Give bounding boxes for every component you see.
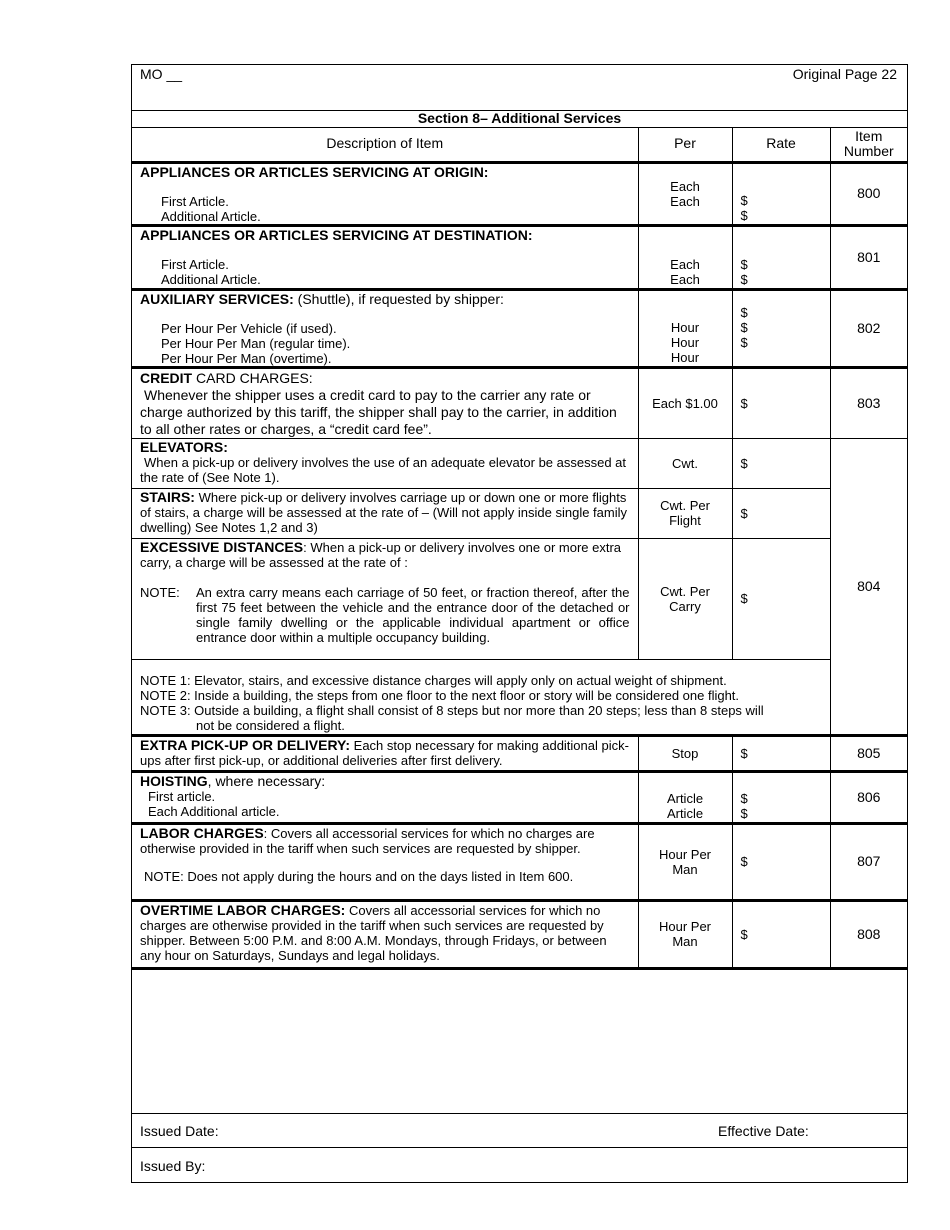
table-row: ELEVATORS: When a pick-up or delivery involves the use of an adequate elevator be assessed at the rate of (See Note 1). Cwt. $ 804 (132, 438, 907, 488)
row-title: HOISTING, where necessary: (140, 772, 326, 789)
item-number: 802 (830, 289, 907, 367)
row-title: LABOR CHARGES: Covers all accessorial services for which no charges are otherwise provided in the tariff when such services are requested by shipper. (140, 824, 595, 856)
page-header (132, 65, 907, 111)
row-title: CREDIT CARD CHARGES: (140, 369, 313, 386)
row-title: APPLIANCES OR ARTICLES SERVICING AT DESTINATION: (140, 226, 533, 243)
table-row: EXCESSIVE DISTANCES: When a pick-up or delivery involves one or more extra carry, a charge will be assessed at the rate of : NOTE: An extra carry means each carriage of 50 feet, or fraction thereof, after the first 75 feet between the vehicle and the entrance door of the detached or single family dwelling or the applicable individual apartment or office entrance door within a multiple occupancy building. Cwt. Per Carry $ (132, 538, 907, 659)
row-title: APPLIANCES OR ARTICLES SERVICING AT ORIGIN: (140, 163, 489, 180)
issued-by-label: Issued By: (140, 1158, 206, 1174)
item-number: 804 (830, 438, 907, 735)
table-header-row (132, 127, 907, 162)
row-title: EXTRA PICK-UP OR DELIVERY: Each stop necessary for making additional pick-ups after first pick-up, or additional deliveries after first delivery. (140, 736, 629, 768)
tariff-page (131, 64, 908, 1183)
date-footer (132, 1113, 907, 1148)
table-row: APPLIANCES OR ARTICLES SERVICING AT DESTINATION: First Article. Additional Article. Each Each $ $ 801 (132, 225, 907, 289)
item-number: 801 (830, 225, 907, 289)
services-table (132, 127, 907, 970)
item-number: 808 (830, 900, 907, 968)
item-number: 803 (830, 367, 907, 438)
row-title: OVERTIME LABOR CHARGES: Covers all accessorial services for which no charges are otherwise provided in the tariff when such services are requested by shipper. Between 5:00 P.M. and 8:00 A.M. Mondays, through Fridays, or between any hour on Saturdays, Sundays and legal holidays. (140, 901, 607, 963)
item-number: 805 (830, 735, 907, 771)
row-title: STAIRS: Where pick-up or delivery involves carriage up or down one or more flights of stairs, a charge will be assessed at the rate of – (Will not apply inside single family dwelling) See Notes 1,2 and 3) (140, 488, 628, 535)
col-rate: Rate (732, 127, 830, 162)
col-description: Description of Item (132, 127, 638, 162)
table-row: LABOR CHARGES: Covers all accessorial services for which no charges are otherwise provided in the tariff when such services are requested by shipper. NOTE: Does not apply during the hours and on the days listed in Item 600. Hour Per Man $ 807 (132, 823, 907, 900)
table-row: HOISTING, where necessary: First article. Each Additional article. Article Article $ $ 806 (132, 771, 907, 823)
effective-date-label: Effective Date: (718, 1123, 809, 1139)
table-row: AUXILIARY SERVICES: (Shuttle), if requested by shipper: Per Hour Per Vehicle (if used). Per Hour Per Man (regular time). Per Hour Per Man (overtime). Hour Hour Hour $ $ $ 802 (132, 289, 907, 367)
row-title: AUXILIARY SERVICES: (Shuttle), if requested by shipper: (140, 290, 504, 307)
notes-block: NOTE 1: Elevator, stairs, and excessive distance charges will apply only on actual weight of shipment. NOTE 2: Inside a building, the steps from one floor to the next floor or story will be considered one flight. NOTE 3: Outside a building, a flight shall consist of 8 steps but nor more than 20 steps; less than 8 steps will not be considered a flight. (132, 659, 830, 735)
col-item-number: Item Number (830, 127, 907, 162)
mo-number: MO __ (140, 66, 183, 82)
issued-date-label: Issued Date: (140, 1123, 219, 1139)
table-row: EXTRA PICK-UP OR DELIVERY: Each stop necessary for making additional pick-ups after first pick-up, or additional deliveries after first delivery. Stop $ 805 (132, 735, 907, 771)
section-title: Section 8– Additional Services (132, 110, 907, 128)
table-row: CREDIT CARD CHARGES: Whenever the shipper uses a credit card to pay to the carrier any rate or charge authorized by this tariff, the shipper shall pay to the carrier, in addition to all other rates or charges, a “credit card fee”. Each $1.00 $ 803 (132, 367, 907, 438)
row-title: EXCESSIVE DISTANCES: When a pick-up or delivery involves one or more extra carry, a charge will be assessed at the rate of : (140, 538, 622, 570)
original-page-label: Original Page 22 (792, 66, 897, 82)
row-title: ELEVATORS: (140, 438, 228, 455)
table-row: OVERTIME LABOR CHARGES: Covers all accessorial services for which no charges are otherwise provided in the tariff when such services are requested by shipper. Between 5:00 P.M. and 8:00 A.M. Mondays, through Fridays, or between any hour on Saturdays, Sundays and legal holidays. Hour Per Man $ 808 (132, 900, 907, 968)
item-number: 807 (830, 823, 907, 900)
col-per: Per (638, 127, 732, 162)
table-row: STAIRS: Where pick-up or delivery involves carriage up or down one or more flights of stairs, a charge will be assessed at the rate of – (Will not apply inside single family dwelling) See Notes 1,2 and 3) Cwt. Per Flight $ (132, 488, 907, 538)
item-number: 800 (830, 162, 907, 225)
item-number: 806 (830, 771, 907, 823)
table-row (132, 659, 907, 735)
issuer-footer (132, 1147, 907, 1183)
table-row: APPLIANCES OR ARTICLES SERVICING AT ORIGIN: First Article. Additional Article. Each Each $ $ 800 (132, 162, 907, 225)
